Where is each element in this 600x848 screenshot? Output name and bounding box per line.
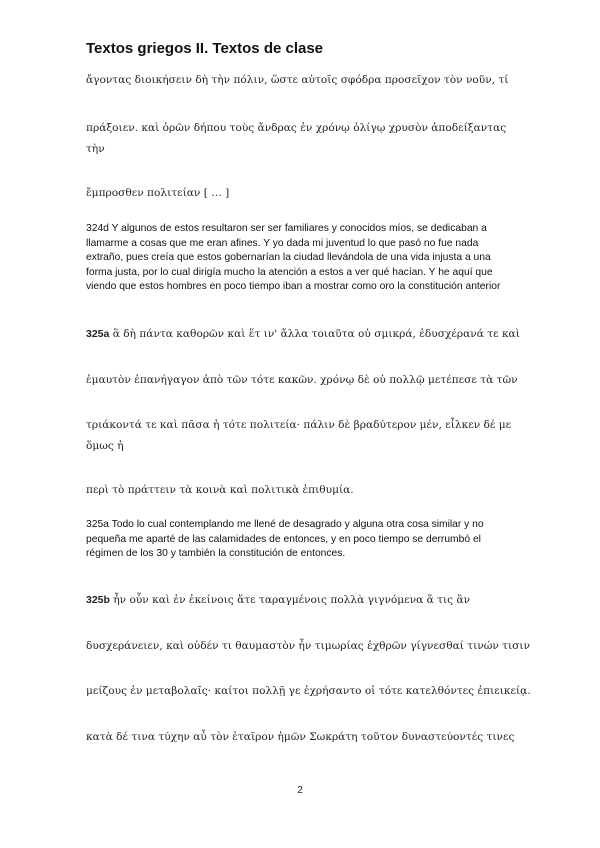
greek-line: ἐμαυτὸν ἐπανήγαγον ἀπὸ τῶν τότε κακῶν. χρόνῳ δὲ οὐ πολλῷ μετέπεσε τὰ τῶν	[86, 374, 518, 386]
section-ref-325b: 325b	[86, 594, 110, 606]
greek-text: ἃ δὴ πάντα καθορῶν καὶ ἕτ ιν' ἄλλα τοιαῦτα οὐ σμικρά, ἐδυσχέρανά τε καὶ	[112, 328, 520, 340]
greek-line: δυσχεράνειεν, καὶ οὐδέν τι θαυμαστὸν ἦν τιμωρίας ἐχθρῶν γίγνεσθαί τινών τισιν	[86, 640, 530, 652]
page-number: 2	[297, 785, 303, 796]
greek-line: ἔμπροσθεν πολιτείαν [ … ]	[86, 187, 230, 199]
greek-line-325b	[86, 590, 516, 611]
greek-line-325a	[86, 324, 520, 345]
greek-line: ἄγοντας διοικήσειν δὴ τὴν πόλιν, ὥστε αὐτοῖς σφόδρα προσεῖχον τὸν νοῦν, τί	[86, 74, 509, 86]
greek-text: ἦν οὖν καὶ ἐν ἐκείνοις ἅτε ταραγμένοις πολλὰ γιγνόμενα ἅ τις ἂν	[113, 594, 471, 606]
spanish-translation-325a: 325a Todo lo cual contemplando me llené de desagrado y alguna otra cosa similar y no pequeña me aparté de las calamidades de entonces, y en poco tiempo se derrumbó el régimen de los 30 y también la constitución de entonces.	[86, 519, 484, 560]
greek-line: τριάκοντά τε καὶ πᾶσα ἡ τότε πολιτεία· πάλιν δὲ βραδύτερον μέν, εἷλκεν δέ με ὅμως ἡ	[86, 419, 512, 452]
document-title: Textos griegos II. Textos de clase	[86, 40, 324, 57]
greek-line: μείζους ἐν μεταβολαῖς· καίτοι πολλῇ γε ἐχρήσαντο οἱ τότε κατελθόντες ἐπιεικείᾳ.	[86, 685, 531, 697]
section-ref-325a: 325a	[86, 328, 110, 340]
greek-line: περὶ τὸ πράττειν τὰ κοινὰ καὶ πολιτικὰ ἐπιθυμία.	[86, 484, 354, 496]
greek-line: κατὰ δέ τινα τύχην αὖ τὸν ἑταῖρον ἡμῶν Σωκράτη τοῦτον δυναστεύοντές τινες	[86, 731, 515, 743]
greek-line: πράξοιεν. καὶ ὁρῶν δήπου τοὺς ἄνδρας ἐν χρόνῳ ὀλίγῳ χρυσὸν ἀποδείξαντας τὴν	[86, 122, 507, 155]
spanish-translation-324d: 324d Y algunos de estos resultaron ser ser familiares y conocidos míos, se dedicaban a llamarme a cosas que me eran afines. Y yo dada mi juventud lo que pasó no fue nada extraño, pues creía que estos gobernarían la ciudad llevándola de una vida injusta a una forma justa, por lo cual dirigía mucho la atención a estos a ver qué hacían. Y he aquí que viendo que estos hombres en poco tiempo iban a mostrar como oro la constitución anterior	[86, 223, 501, 293]
